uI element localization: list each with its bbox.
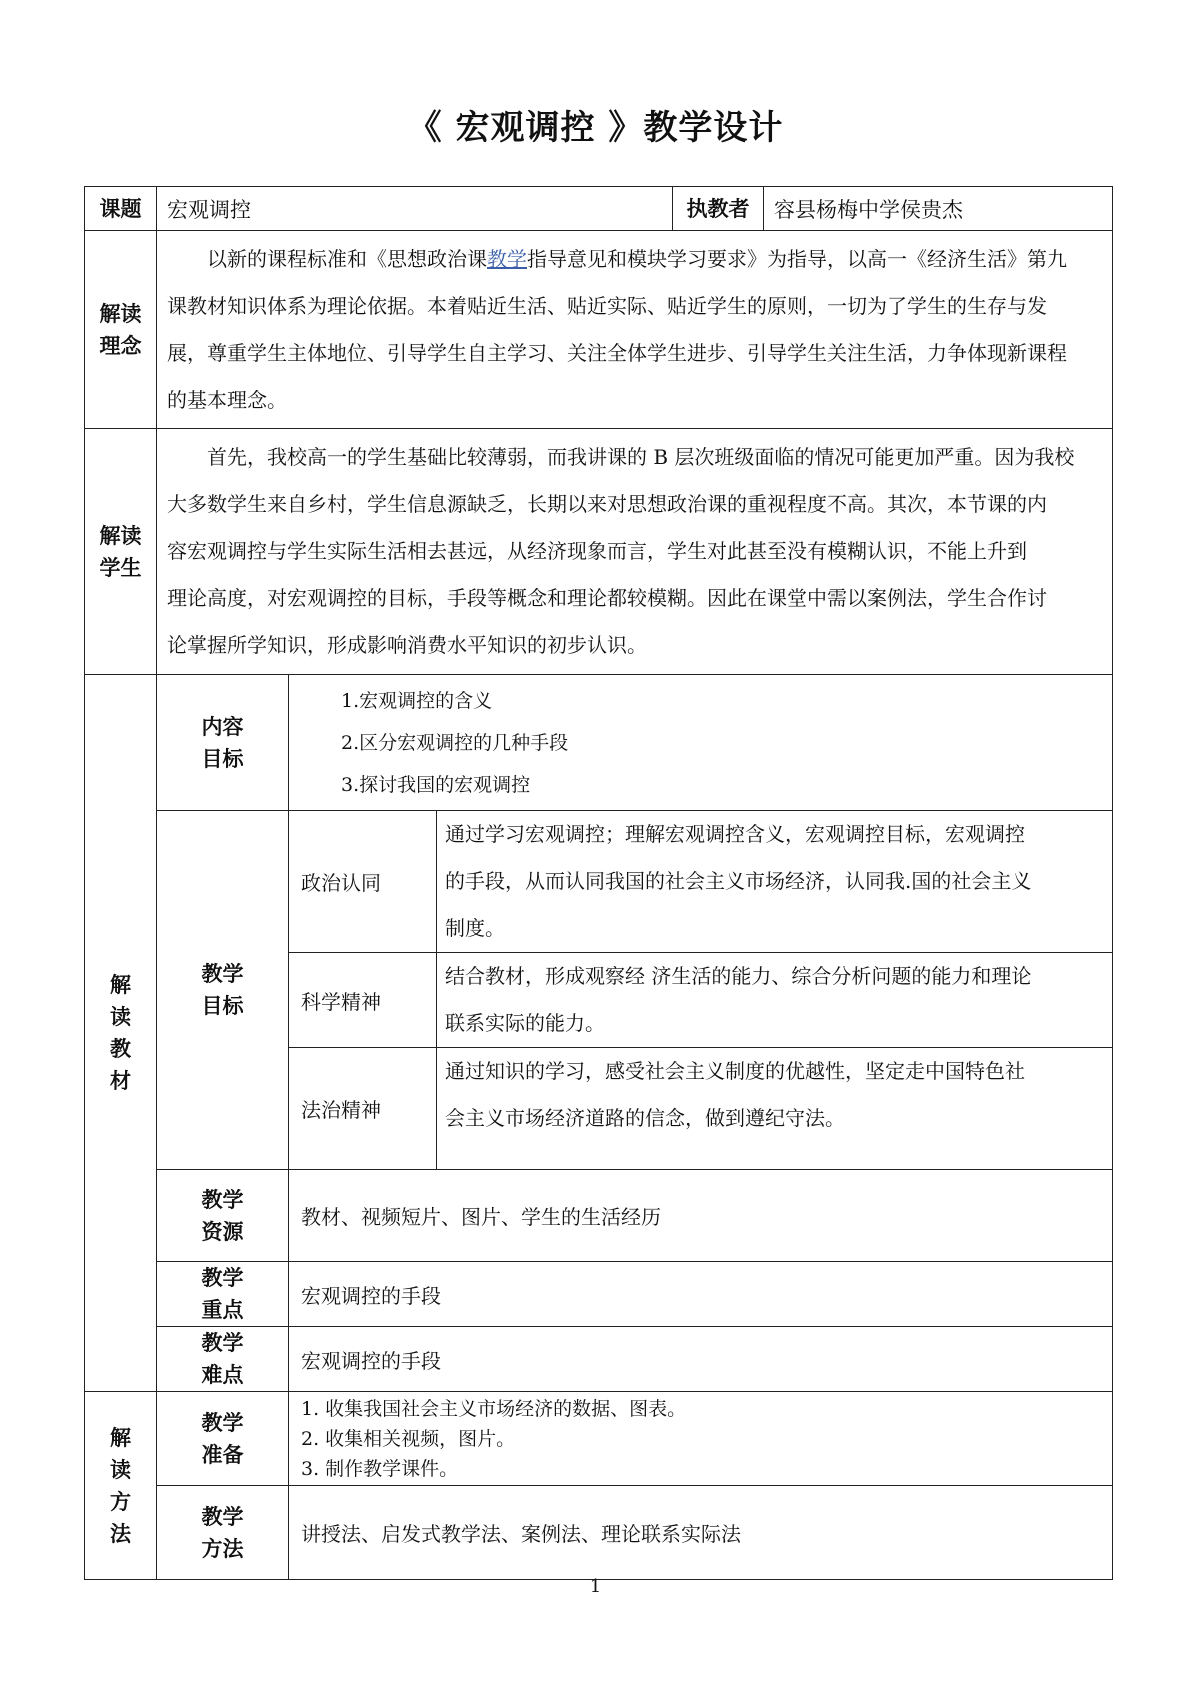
preparation-label: 教学准备 (157, 1392, 289, 1486)
teacher-value: 容县杨梅中学侯贵杰 (764, 187, 1113, 231)
page-title: 《 宏观调控 》教学设计 (407, 108, 784, 148)
key-point-value: 宏观调控的手段 (289, 1262, 1113, 1327)
content-goal-row (85, 675, 1113, 811)
resources-value: 教材、视频短片、图片、学生的生活经历 (289, 1170, 1113, 1262)
goal-desc-line: 结合教材，形成观察经 济生活的能力、综合分析问题的能力和理论 (445, 964, 1032, 988)
goal-desc-line: 制度。 (445, 916, 505, 940)
philosophy-label: 解读理念 (85, 231, 157, 429)
method-label: 解读方法 (85, 1392, 157, 1580)
preparation-list (289, 1392, 1113, 1486)
key-point-label: 教学重点 (157, 1262, 289, 1327)
resources-label: 教学资源 (157, 1170, 289, 1262)
resources-row (85, 1170, 1113, 1262)
goal-desc-line: 通过学习宏观调控；理解宏观调控含义，宏观调控目标，宏观调控 (445, 822, 1025, 846)
students-line: 首先，我校高一的学生基础比较薄弱，而我讲课的 B 层次班级面临的情况可能更加严重。因为我校 (167, 445, 1075, 469)
difficulty-row (85, 1327, 1113, 1392)
preparation-row (85, 1392, 1113, 1486)
students-line: 论掌握所学知识，形成影响消费水平知识的初步认识。 (167, 633, 647, 657)
goal-desc-line: 通过知识的学习，感受社会主义制度的优越性，坚定走中国特色社 (445, 1059, 1025, 1083)
topic-value: 宏观调控 (157, 187, 673, 231)
students-label: 解读学生 (85, 429, 157, 675)
approach-value: 讲授法、启发式教学法、案例法、理论联系实际法 (289, 1486, 1113, 1580)
philosophy-line (167, 236, 1102, 283)
content-goal-item: 2.区分宏观调控的几种手段 (341, 731, 569, 754)
teaching-link[interactable]: 教学 (487, 246, 527, 271)
students-line: 容宏观调控与学生实际生活相去甚远，从经济现象而言，学生对此甚至没有模糊认识，不能上升到 (167, 539, 1027, 563)
goal-desc-line: 会主义市场经济道路的信念，做到遵纪守法。 (445, 1106, 845, 1130)
goal-name-political: 政治认同 (289, 811, 437, 953)
goal-desc-political (437, 811, 1113, 953)
content-goal-item: 1.宏观调控的含义 (341, 689, 493, 712)
preparation-item: 2. 收集相关视频，图片。 (301, 1427, 516, 1450)
preparation-item: 1. 收集我国社会主义市场经济的数据、图表。 (301, 1397, 687, 1420)
students-row (85, 429, 1113, 675)
difficulty-value: 宏观调控的手段 (289, 1327, 1113, 1392)
students-line: 理论高度，对宏观调控的目标，手段等概念和理论都较模糊。因此在课堂中需以案例法，学生合作讨 (167, 586, 1047, 610)
textbook-label: 解读教材 (85, 675, 157, 1392)
philosophy-line: 展，尊重学生主体地位、引导学生自主学习、关注全体学生进步、引导学生关注生活，力争体现新课程 (167, 340, 1067, 365)
goal-row-political (85, 811, 1113, 953)
students-line: 大多数学生来自乡村，学生信息源缺乏，长期以来对思想政治课的重视程度不高。其次，本节课的内 (167, 492, 1047, 516)
teacher-label: 执教者 (673, 187, 764, 231)
philosophy-line: 的基本理念。 (167, 387, 287, 412)
philosophy-text (157, 231, 1113, 429)
content-goal-label: 内容目标 (157, 675, 289, 811)
topic-label: 课题 (85, 187, 157, 231)
preparation-item: 3. 制作教学课件。 (301, 1457, 459, 1480)
philosophy-row (85, 231, 1113, 429)
goal-name-law: 法治精神 (289, 1048, 437, 1170)
philosophy-line: 课教材知识体系为理论依据。本着贴近生活、贴近实际、贴近学生的原则，一切为了学生的生存与发 (167, 293, 1047, 318)
content-goal-item: 3.探讨我国的宏观调控 (341, 773, 531, 796)
goal-desc-line: 联系实际的能力。 (445, 1011, 605, 1035)
philosophy-line-end: 指导意见和模块学习要求》为指导，以高一《经济生活》第九 (527, 246, 1067, 271)
approach-row (85, 1486, 1113, 1580)
goal-desc-science (437, 953, 1113, 1048)
content-goal-list (289, 675, 1113, 811)
goal-name-science: 科学精神 (289, 953, 437, 1048)
goal-desc-line: 的手段，从而认同我国的社会主义市场经济，认同我.国的社会主义 (445, 869, 1032, 893)
approach-label: 教学方法 (157, 1486, 289, 1580)
goal-desc-law (437, 1048, 1113, 1170)
difficulty-label: 教学难点 (157, 1327, 289, 1392)
philosophy-line-start: 以新的课程标准和《思想政治课 (167, 246, 487, 271)
students-text (157, 429, 1113, 675)
teaching-goal-label: 教学目标 (157, 811, 289, 1170)
page-number: 1 (589, 1576, 602, 1597)
header-row (85, 187, 1113, 231)
lesson-plan-table (84, 186, 1113, 1580)
key-point-row (85, 1262, 1113, 1327)
